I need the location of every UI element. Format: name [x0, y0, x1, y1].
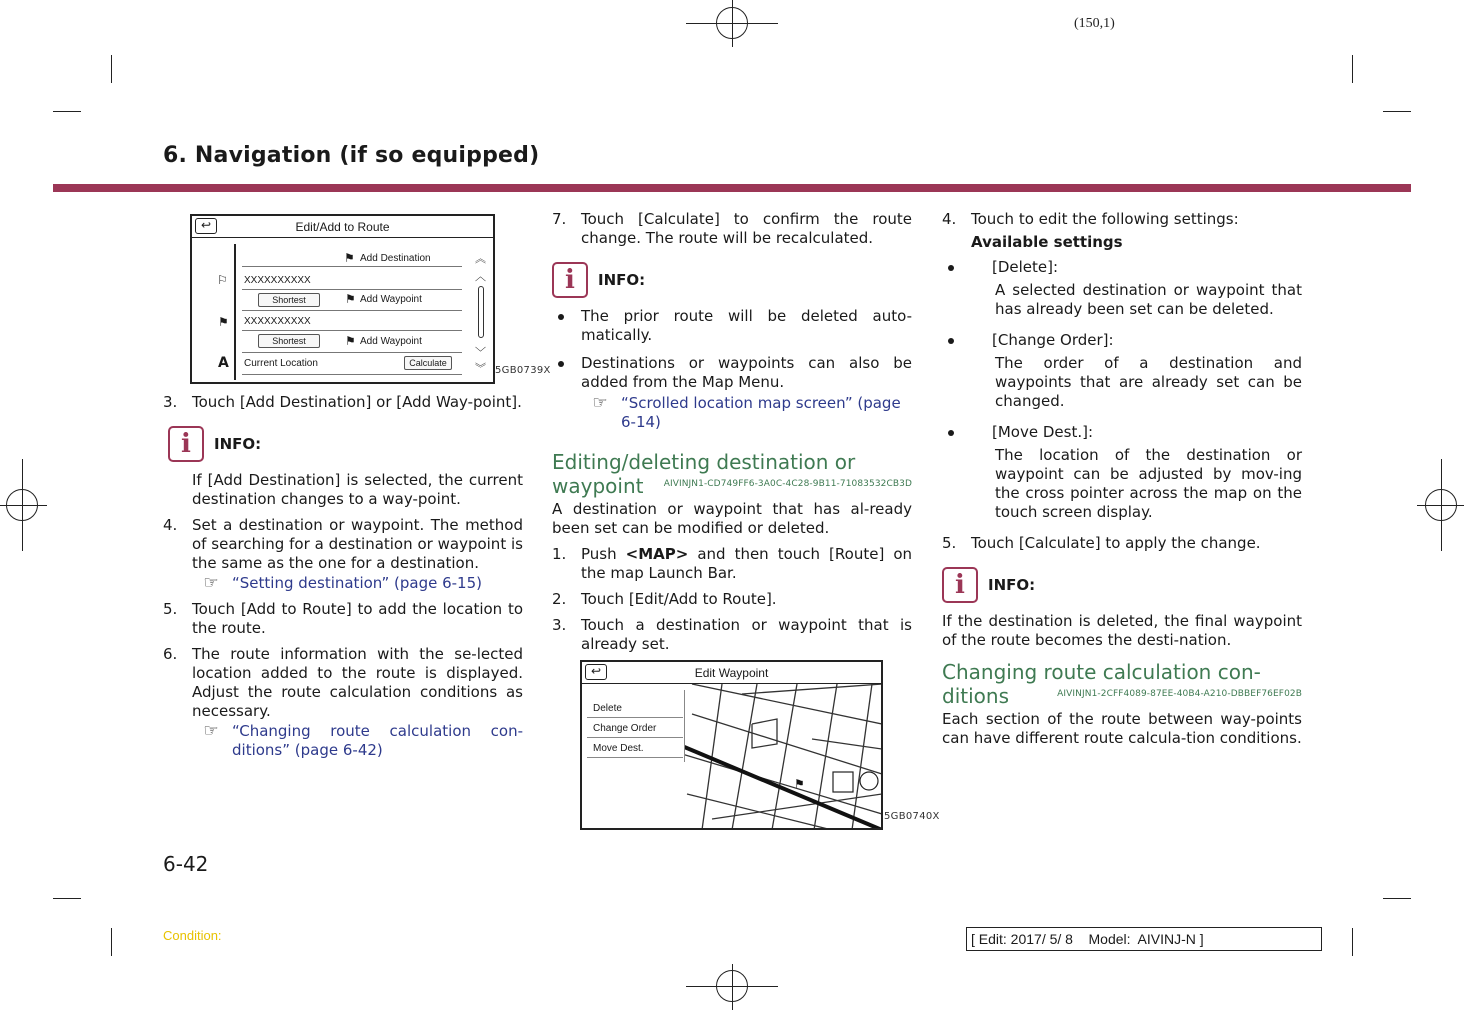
pointing-hand-icon: ☞ [203, 573, 219, 593]
step-1 [552, 545, 912, 583]
info-bullet: Destinations or waypoints can also be added from the Map Menu. [552, 354, 912, 392]
cross-reference[interactable] [192, 722, 523, 760]
step-6 [163, 645, 523, 760]
pointing-hand-icon: ☞ [203, 721, 219, 741]
section-heading [942, 660, 1302, 708]
step-number: 3. [552, 616, 567, 634]
section-title: Editing/deleting destination or waypoint [552, 450, 856, 498]
step-number: 4. [163, 516, 178, 534]
cross-reference[interactable] [192, 574, 523, 593]
back-arrow-icon: ↩ [585, 664, 607, 680]
step-text: Touch a destination or waypoint that is already set. [581, 616, 912, 653]
cross-reference[interactable] [552, 394, 912, 432]
step-7 [552, 210, 912, 248]
step-number: 7. [552, 210, 567, 228]
flag-icon: ⚑ [345, 292, 356, 306]
info-header [552, 262, 912, 298]
setting-delete [942, 258, 1302, 277]
condition-label: Condition: [163, 928, 222, 943]
section-heading [552, 450, 912, 498]
step-text: The route information with the se-lected location added to the route is displayed. Adjust the route calculation conditions as necessary. [192, 645, 523, 720]
step-3 [163, 393, 523, 412]
step-3 [552, 616, 912, 654]
page-reference: (150,1) [1074, 16, 1115, 31]
setting-move-dest [942, 423, 1302, 442]
step-number: 3. [163, 393, 178, 411]
screen-title: Edit Waypoint [694, 665, 769, 680]
waypoint-marker-icon: ⚑ [794, 777, 805, 791]
current-location-label: Current Location [244, 358, 318, 369]
setting-description: The order of a destination and waypoints that are already set can be changed. [995, 354, 1302, 410]
figure-code: 5GB0739X [495, 365, 551, 376]
setting-change-order [942, 331, 1302, 350]
step-text: Touch [Calculate] to confirm the route change. The route will be recalculated. [581, 210, 912, 247]
section-id: AIVINJN1-2CFF4089-87EE-40B4-A210-DBBEF76EF02B [1057, 689, 1302, 699]
step-5 [163, 600, 523, 638]
screen-title: Edit/Add to Route [295, 219, 390, 234]
setting-description: A selected destination or waypoint that has already been set can be deleted. [995, 281, 1302, 318]
shortest-button: Shortest [258, 334, 320, 348]
step-5 [942, 534, 1302, 553]
available-settings-heading: Available settings [971, 233, 1123, 251]
info-header [942, 567, 1302, 603]
page-number: 6-42 [163, 852, 209, 876]
screen-header [192, 216, 493, 238]
scrollbar [478, 286, 484, 338]
section-text: Each section of the route between way-points can have different route calcula-tion conditions. [942, 710, 1302, 747]
flag-icon: ⚑ [345, 334, 356, 348]
step-4 [942, 210, 1302, 229]
info-header [168, 426, 523, 462]
delete-menu-item: Delete [587, 700, 683, 718]
map-key: <MAP> [625, 545, 689, 563]
add-waypoint-label: Add Waypoint [360, 336, 422, 347]
section-title: Changing route calculation con-ditions [942, 660, 1261, 708]
section-id: AIVINJN1-CD749FF6-3A0C-4C28-9B11-71083532CB3D [663, 479, 912, 489]
figure-code: 5GB0740X [884, 811, 940, 822]
step-text: Touch [Add to Route] to add the location to the route. [192, 600, 523, 637]
column-right [942, 210, 1302, 748]
pointing-hand-icon: ☞ [592, 393, 608, 413]
scroll-down-double-icon: ︾ [475, 362, 486, 375]
shortest-button: Shortest [258, 293, 320, 307]
back-arrow-icon: ↩ [195, 218, 217, 234]
waypoint-flag-icon: ⚑ [218, 315, 229, 329]
step-text: Touch [Add Destination] or [Add Way-point]. [192, 393, 522, 411]
scroll-up-icon: ︿ [475, 270, 486, 283]
route-line [234, 244, 236, 380]
step-2 [552, 590, 912, 609]
flag-icon: ⚑ [344, 251, 355, 265]
step-text-pre: Push [581, 545, 626, 563]
step-text: Touch to edit the following settings: [971, 210, 1239, 228]
step-4 [163, 516, 523, 593]
add-destination-label: Add Destination [360, 253, 431, 264]
setting-label: [Change Order]: [992, 331, 1114, 349]
waypoint-name: XXXXXXXXXX [244, 316, 311, 327]
change-order-menu-item: Change Order [587, 720, 683, 738]
scroll-down-icon: ﹀ [475, 346, 486, 359]
destination-flag-icon: ⚐ [217, 273, 228, 287]
scroll-up-double-icon: ︽ [475, 252, 486, 265]
reference-link[interactable]: “Setting destination” (page 6-15) [232, 574, 482, 592]
start-point-icon: A [218, 355, 229, 371]
info-label: INFO: [988, 575, 1036, 594]
info-text: If the destination is deleted, the final waypoint of the route becomes the desti-nation. [942, 612, 1302, 649]
step-number: 5. [942, 534, 957, 552]
step-text: Touch [Edit/Add to Route]. [581, 590, 777, 608]
map-button [833, 772, 853, 792]
setting-label: [Move Dest.]: [992, 423, 1093, 441]
destination-name: XXXXXXXXXX [244, 275, 311, 286]
column-middle [552, 210, 912, 661]
step-text-post: and then touch [Route] on the map Launch Bar. [581, 545, 912, 582]
info-label: INFO: [214, 434, 262, 453]
step-number: 4. [942, 210, 957, 228]
zoom-control [860, 772, 878, 790]
step-number: 5. [163, 600, 178, 618]
chapter-title: 6. Navigation (if so equipped) [163, 143, 540, 168]
section-intro: A destination or waypoint that has al-ready been set can be modified or deleted. [552, 500, 912, 537]
setting-label: [Delete]: [992, 258, 1059, 276]
step-number: 2. [552, 590, 567, 608]
setting-description: The location of the destination or waypoint can be adjusted by mov-ing the cross pointer across the map on the touch screen display. [995, 446, 1302, 521]
edit-add-route-screenshot [190, 214, 495, 384]
info-icon: i [942, 567, 978, 603]
info-label: INFO: [598, 270, 646, 289]
step-text: Touch [Calculate] to apply the change. [971, 534, 1261, 552]
step-number: 6. [163, 645, 178, 663]
info-icon: i [168, 426, 204, 462]
info-icon: i [552, 262, 588, 298]
edit-waypoint-screenshot [580, 660, 883, 830]
calculate-button: Calculate [404, 356, 452, 370]
step-text: Set a destination or waypoint. The method of searching for a destination or waypoint is the same as the one for a destination. [192, 516, 523, 572]
step-number: 1. [552, 545, 567, 563]
move-dest-menu-item: Move Dest. [587, 740, 683, 758]
column-left [163, 393, 523, 767]
chapter-rule [53, 184, 1411, 192]
edit-info-box: [ Edit: 2017/ 5/ 8 Model: AIVINJ-N ] [966, 927, 1322, 951]
add-waypoint-label: Add Waypoint [360, 294, 422, 305]
info-bullet: The prior route will be deleted auto-matically. [552, 307, 912, 345]
reference-link[interactable]: “Scrolled location map screen” (page 6-14) [621, 394, 901, 431]
reference-link[interactable]: “Changing route calculation con-ditions” (page 6-42) [232, 722, 523, 759]
screen-header [582, 662, 881, 684]
info-text: If [Add Destination] is selected, the current destination changes to a way-point. [192, 471, 523, 508]
